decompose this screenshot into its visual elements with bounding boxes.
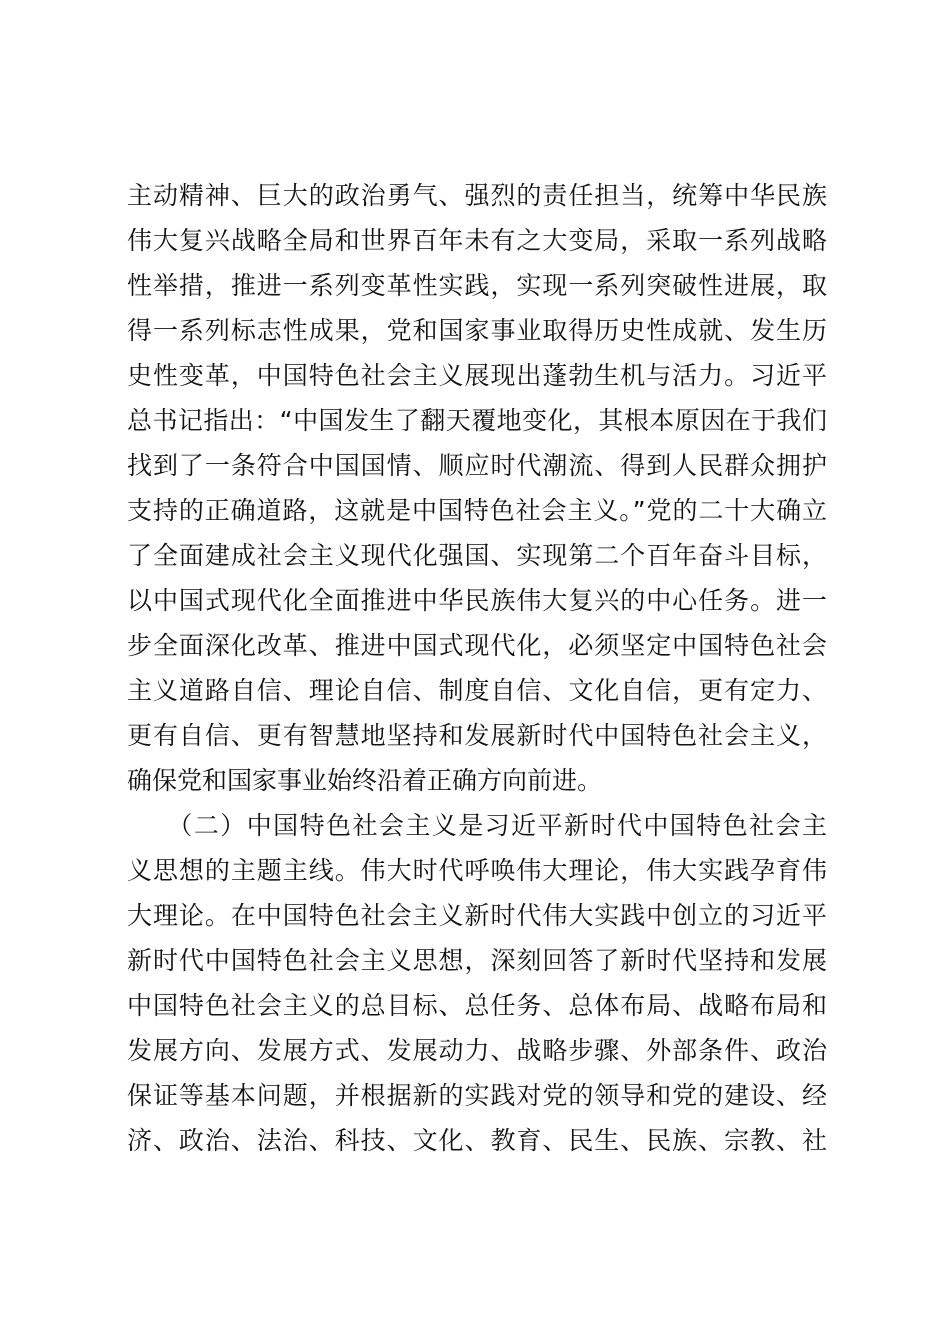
text-line: 性举措，推进一系列变革性实践，实现一系列突破性进展，取 — [127, 271, 827, 300]
text-line: 支持的正确道路，这就是中国特色社会主义。”党的二十大确立 — [127, 496, 827, 525]
text-line: 确保党和国家事业始终沿着正确方向前进。 — [127, 766, 603, 795]
body-text — [127, 173, 827, 1163]
text-line: 大理论。在中国特色社会主义新时代伟大实践中创立的习近平 — [127, 901, 827, 930]
text-line: 主动精神、巨大的政治勇气、强烈的责任担当，统筹中华民族 — [127, 181, 827, 210]
text-line: 总书记指出：“中国发生了翻天覆地变化，其根本原因在于我们 — [127, 406, 827, 435]
text-line: 保证等基本问题，并根据新的实践对党的领导和党的建设、经 — [127, 1081, 827, 1110]
text-line: 得一系列标志性成果，党和国家事业取得历史性成就、发生历 — [127, 316, 827, 345]
text-line: 更有自信、更有智慧地坚持和发展新时代中国特色社会主义， — [127, 721, 827, 750]
text-line: 新时代中国特色社会主义思想，深刻回答了新时代坚持和发展 — [127, 946, 827, 975]
text-line: 主义道路自信、理论自信、制度自信、文化自信，更有定力、 — [127, 676, 827, 705]
text-line: 伟大复兴战略全局和世界百年未有之大变局，采取一系列战略 — [127, 226, 827, 255]
text-line: 步全面深化改革、推进中国式现代化，必须坚定中国特色社会 — [127, 631, 827, 660]
text-line: 找到了一条符合中国国情、顺应时代潮流、得到人民群众拥护 — [127, 451, 827, 480]
text-line: 中国特色社会主义的总目标、总任务、总体布局、战略布局和 — [127, 991, 827, 1020]
section-heading-line: （二）中国特色社会主义是习近平新时代中国特色社会主 — [127, 811, 827, 840]
text-line: 史性变革，中国特色社会主义展现出蓬勃生机与活力。习近平 — [127, 361, 827, 390]
text-line: 济、政治、法治、科技、文化、教育、民生、民族、宗教、社 — [127, 1126, 827, 1155]
text-line: 以中国式现代化全面推进中华民族伟大复兴的中心任务。进一 — [127, 586, 827, 615]
text-line: 发展方向、发展方式、发展动力、战略步骤、外部条件、政治 — [127, 1036, 827, 1065]
text-line: 义思想的主题主线。伟大时代呼唤伟大理论，伟大实践孕育伟 — [127, 856, 827, 885]
text-line: 了全面建成社会主义现代化强国、实现第二个百年奋斗目标， — [127, 541, 827, 570]
